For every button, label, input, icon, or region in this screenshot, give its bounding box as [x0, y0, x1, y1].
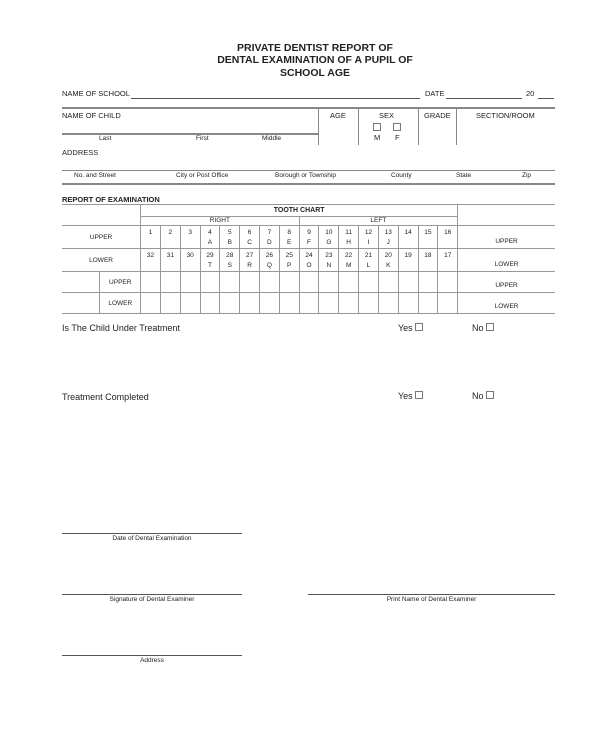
tooth-number: 5 — [227, 229, 232, 236]
under-treatment-yes[interactable] — [398, 323, 423, 333]
tooth-cell[interactable] — [240, 226, 260, 249]
tooth-letter — [181, 238, 200, 248]
tooth-number: 18 — [424, 252, 432, 259]
under-treatment-label: Is The Child Under Treatment — [62, 323, 180, 333]
tooth-letter: Q — [266, 262, 272, 269]
tooth-letter — [161, 238, 180, 248]
tooth-number: 10 — [325, 229, 333, 236]
tooth-number: 28 — [226, 252, 234, 259]
tooth-cell[interactable] — [339, 272, 359, 293]
tooth-cell[interactable] — [398, 272, 418, 293]
report-heading: REPORT OF EXAMINATION — [62, 195, 160, 204]
tooth-number: 4 — [208, 229, 212, 236]
tooth-cell[interactable] — [279, 249, 299, 272]
print-name-label: Print Name of Dental Examiner — [386, 596, 477, 603]
date-field[interactable] — [446, 98, 522, 99]
sex-label: SEX — [379, 111, 395, 120]
tooth-letter — [419, 261, 438, 271]
tooth-cell[interactable] — [220, 226, 240, 249]
last-label: Last — [99, 135, 112, 142]
tooth-cell[interactable] — [339, 249, 359, 272]
tooth-letter: F — [307, 239, 312, 246]
address-sig-field[interactable] — [62, 655, 242, 656]
tooth-cell[interactable] — [141, 226, 161, 249]
tooth-cell[interactable] — [279, 226, 299, 249]
tooth-cell[interactable] — [339, 293, 359, 314]
school-field[interactable] — [131, 98, 420, 99]
checkbox[interactable] — [486, 323, 494, 331]
title-line-3: SCHOOL AGE — [279, 67, 350, 79]
blank-cell — [62, 293, 100, 314]
date-exam-label: Date of Dental Examination — [112, 535, 192, 542]
tooth-cell[interactable] — [398, 293, 418, 314]
address-sig-label: Address — [140, 657, 164, 664]
tooth-cell[interactable] — [359, 226, 379, 249]
tooth-cell[interactable] — [418, 293, 438, 314]
blank-cell — [62, 272, 100, 293]
tooth-cell[interactable] — [141, 293, 161, 314]
yes-label: Yes — [398, 391, 413, 401]
tooth-number: 9 — [307, 229, 311, 236]
tooth-number: 29 — [206, 252, 214, 259]
tooth-number: 20 — [384, 252, 392, 259]
tooth-cell[interactable] — [220, 249, 240, 272]
tooth-number: 17 — [444, 252, 452, 259]
side-lower-label: LOWER — [458, 293, 555, 314]
tooth-cell[interactable] — [418, 249, 438, 272]
divider — [318, 108, 319, 145]
tooth-number: 6 — [247, 229, 252, 236]
first-label: First — [196, 135, 209, 142]
tooth-letter: T — [207, 262, 212, 269]
tooth-number: 31 — [166, 252, 174, 259]
tooth-number: 12 — [364, 229, 373, 236]
tooth-letter: C — [247, 239, 252, 246]
side-lower-label: LOWER — [458, 249, 555, 272]
tooth-cell[interactable] — [398, 249, 418, 272]
upper-row-label: UPPER — [62, 226, 141, 249]
upper-row-label: UPPER — [100, 272, 141, 293]
treatment-completed-label: Treatment Completed — [62, 392, 149, 402]
lower-row-label: LOWER — [100, 293, 141, 314]
tooth-letter: E — [287, 239, 292, 246]
tooth-cell[interactable] — [359, 272, 379, 293]
tooth-number: 8 — [287, 229, 292, 236]
completed-yes[interactable] — [398, 391, 423, 401]
state-label: State — [456, 172, 472, 179]
city-label: City or Post Office — [176, 172, 229, 179]
tooth-letter — [181, 261, 200, 271]
tooth-letter — [161, 261, 180, 271]
tooth-letter — [438, 238, 457, 248]
under-treatment-no[interactable] — [472, 323, 494, 333]
tooth-letter: I — [367, 239, 370, 246]
tooth-cell[interactable] — [339, 226, 359, 249]
tooth-cell[interactable] — [200, 293, 220, 314]
tooth-cell[interactable] — [220, 272, 240, 293]
female-label: F — [395, 133, 400, 142]
tooth-number: 11 — [345, 229, 353, 236]
tooth-letter: N — [326, 262, 332, 269]
lower-row-label: LOWER — [62, 249, 141, 272]
checkbox[interactable] — [415, 391, 423, 399]
divider — [456, 108, 457, 145]
tooth-cell[interactable] — [200, 249, 220, 272]
tooth-cell[interactable] — [240, 293, 260, 314]
tooth-cell[interactable] — [299, 249, 319, 272]
tooth-number: 3 — [188, 229, 192, 236]
tooth-number: 24 — [305, 252, 313, 259]
tooth-letter: O — [306, 262, 312, 269]
tooth-letter: P — [287, 262, 292, 269]
tooth-number: 22 — [345, 252, 353, 259]
tooth-cell[interactable] — [160, 272, 180, 293]
tooth-cell[interactable] — [378, 249, 398, 272]
tooth-cell[interactable] — [438, 249, 458, 272]
tooth-cell[interactable] — [319, 272, 339, 293]
tooth-cell[interactable] — [359, 293, 379, 314]
tooth-cell[interactable] — [240, 272, 260, 293]
tooth-letter — [438, 261, 457, 271]
tooth-cell[interactable] — [160, 226, 180, 249]
tooth-letter — [399, 238, 418, 248]
tooth-cell[interactable] — [438, 293, 458, 314]
tooth-cell[interactable] — [319, 226, 339, 249]
tooth-number: 15 — [424, 229, 432, 236]
left-label: LEFT — [299, 217, 458, 226]
checkbox[interactable] — [415, 323, 423, 331]
signature-label: Signature of Dental Examiner — [109, 596, 195, 603]
tooth-cell[interactable] — [180, 293, 200, 314]
tooth-cell[interactable] — [240, 249, 260, 272]
tooth-number: 16 — [444, 229, 452, 236]
tooth-letter — [141, 238, 160, 248]
section-room-label: SECTION/ROOM — [476, 111, 535, 120]
tooth-cell[interactable] — [359, 249, 379, 272]
tooth-number: 7 — [267, 229, 272, 236]
tooth-number: 1 — [148, 229, 153, 236]
tooth-cell[interactable] — [279, 272, 299, 293]
tooth-number: 21 — [364, 252, 373, 259]
tooth-cell[interactable] — [200, 226, 220, 249]
tooth-cell[interactable] — [418, 272, 438, 293]
address-field[interactable] — [62, 170, 555, 171]
blank-cell — [458, 205, 555, 226]
tooth-cell[interactable] — [260, 293, 280, 314]
tooth-cell[interactable] — [398, 226, 418, 249]
address-label: ADDRESS — [62, 148, 99, 157]
tooth-letter: S — [227, 262, 232, 269]
tooth-letter: B — [227, 239, 232, 246]
tooth-cell[interactable] — [260, 272, 280, 293]
tooth-cell[interactable] — [319, 293, 339, 314]
right-label: RIGHT — [141, 217, 300, 226]
divider — [62, 183, 555, 185]
tooth-number: 13 — [384, 229, 392, 236]
tooth-cell[interactable] — [299, 293, 319, 314]
tooth-number: 14 — [404, 229, 412, 236]
tooth-cell[interactable] — [438, 226, 458, 249]
tooth-letter: L — [366, 262, 371, 269]
tooth-cell[interactable] — [160, 293, 180, 314]
title-line-2: DENTAL EXAMINATION OF A PUPIL OF — [217, 54, 413, 66]
tooth-chart-table — [62, 204, 555, 314]
female-checkbox[interactable] — [393, 123, 401, 131]
tooth-number: 27 — [245, 252, 254, 259]
school-label: NAME OF SCHOOL — [62, 89, 130, 98]
no-label: No — [472, 391, 484, 401]
age-label: AGE — [330, 111, 346, 120]
date-exam-field[interactable] — [62, 533, 242, 534]
tooth-letter: M — [345, 262, 352, 269]
tooth-letter: J — [386, 239, 390, 246]
side-upper-label: UPPER — [458, 272, 555, 293]
tooth-letter — [399, 261, 418, 271]
tooth-cell[interactable] — [299, 272, 319, 293]
blank-cell — [62, 205, 141, 226]
tooth-number: 26 — [265, 252, 274, 259]
middle-label: Middle — [262, 135, 282, 142]
tooth-letter: D — [267, 239, 272, 246]
tooth-cell[interactable] — [378, 272, 398, 293]
no-label: No — [472, 323, 484, 333]
completed-no[interactable] — [472, 391, 494, 401]
tooth-cell[interactable] — [378, 293, 398, 314]
tooth-cell[interactable] — [160, 249, 180, 272]
child-name-label: NAME OF CHILD — [62, 111, 121, 120]
tooth-number: 23 — [325, 252, 333, 259]
tooth-cell[interactable] — [200, 272, 220, 293]
divider — [418, 108, 419, 145]
county-label: County — [391, 172, 412, 179]
grade-label: GRADE — [424, 111, 451, 120]
tooth-cell[interactable] — [180, 249, 200, 272]
date-label: DATE — [425, 89, 445, 98]
tooth-number: 30 — [186, 252, 194, 259]
year-field[interactable] — [538, 98, 554, 99]
divider — [62, 107, 555, 109]
tooth-cell[interactable] — [141, 249, 161, 272]
tooth-cell[interactable] — [141, 272, 161, 293]
tooth-cell[interactable] — [279, 293, 299, 314]
tooth-number: 2 — [168, 229, 173, 236]
title-line-1: PRIVATE DENTIST REPORT OF — [237, 42, 393, 54]
borough-label: Borough or Township — [275, 172, 336, 179]
street-label: No. and Street — [74, 172, 116, 179]
signature-field[interactable] — [62, 594, 242, 595]
tooth-cell[interactable] — [260, 249, 280, 272]
print-name-field[interactable] — [308, 594, 555, 595]
tooth-cell[interactable] — [418, 226, 438, 249]
tooth-chart-title: TOOTH CHART — [141, 205, 458, 217]
tooth-letter: A — [207, 239, 213, 246]
tooth-cell[interactable] — [378, 226, 398, 249]
tooth-letter: R — [247, 262, 252, 269]
tooth-number: 19 — [404, 252, 412, 259]
tooth-cell[interactable] — [180, 272, 200, 293]
tooth-letter: K — [386, 262, 391, 269]
checkbox[interactable] — [486, 391, 494, 399]
tooth-cell[interactable] — [319, 249, 339, 272]
side-upper-label: UPPER — [458, 226, 555, 249]
tooth-cell[interactable] — [260, 226, 280, 249]
tooth-letter: G — [326, 239, 332, 246]
tooth-number: 25 — [285, 252, 293, 259]
divider — [358, 108, 359, 145]
tooth-cell[interactable] — [438, 272, 458, 293]
year-label: 20 — [526, 89, 535, 98]
tooth-cell[interactable] — [220, 293, 240, 314]
tooth-letter — [419, 238, 438, 248]
tooth-letter — [141, 261, 160, 271]
zip-label: Zip — [522, 172, 532, 179]
tooth-cell[interactable] — [180, 226, 200, 249]
yes-label: Yes — [398, 323, 413, 333]
tooth-cell[interactable] — [299, 226, 319, 249]
tooth-letter: H — [346, 239, 351, 246]
tooth-number: 32 — [146, 252, 155, 259]
male-checkbox[interactable] — [373, 123, 381, 131]
male-label: M — [374, 133, 381, 142]
